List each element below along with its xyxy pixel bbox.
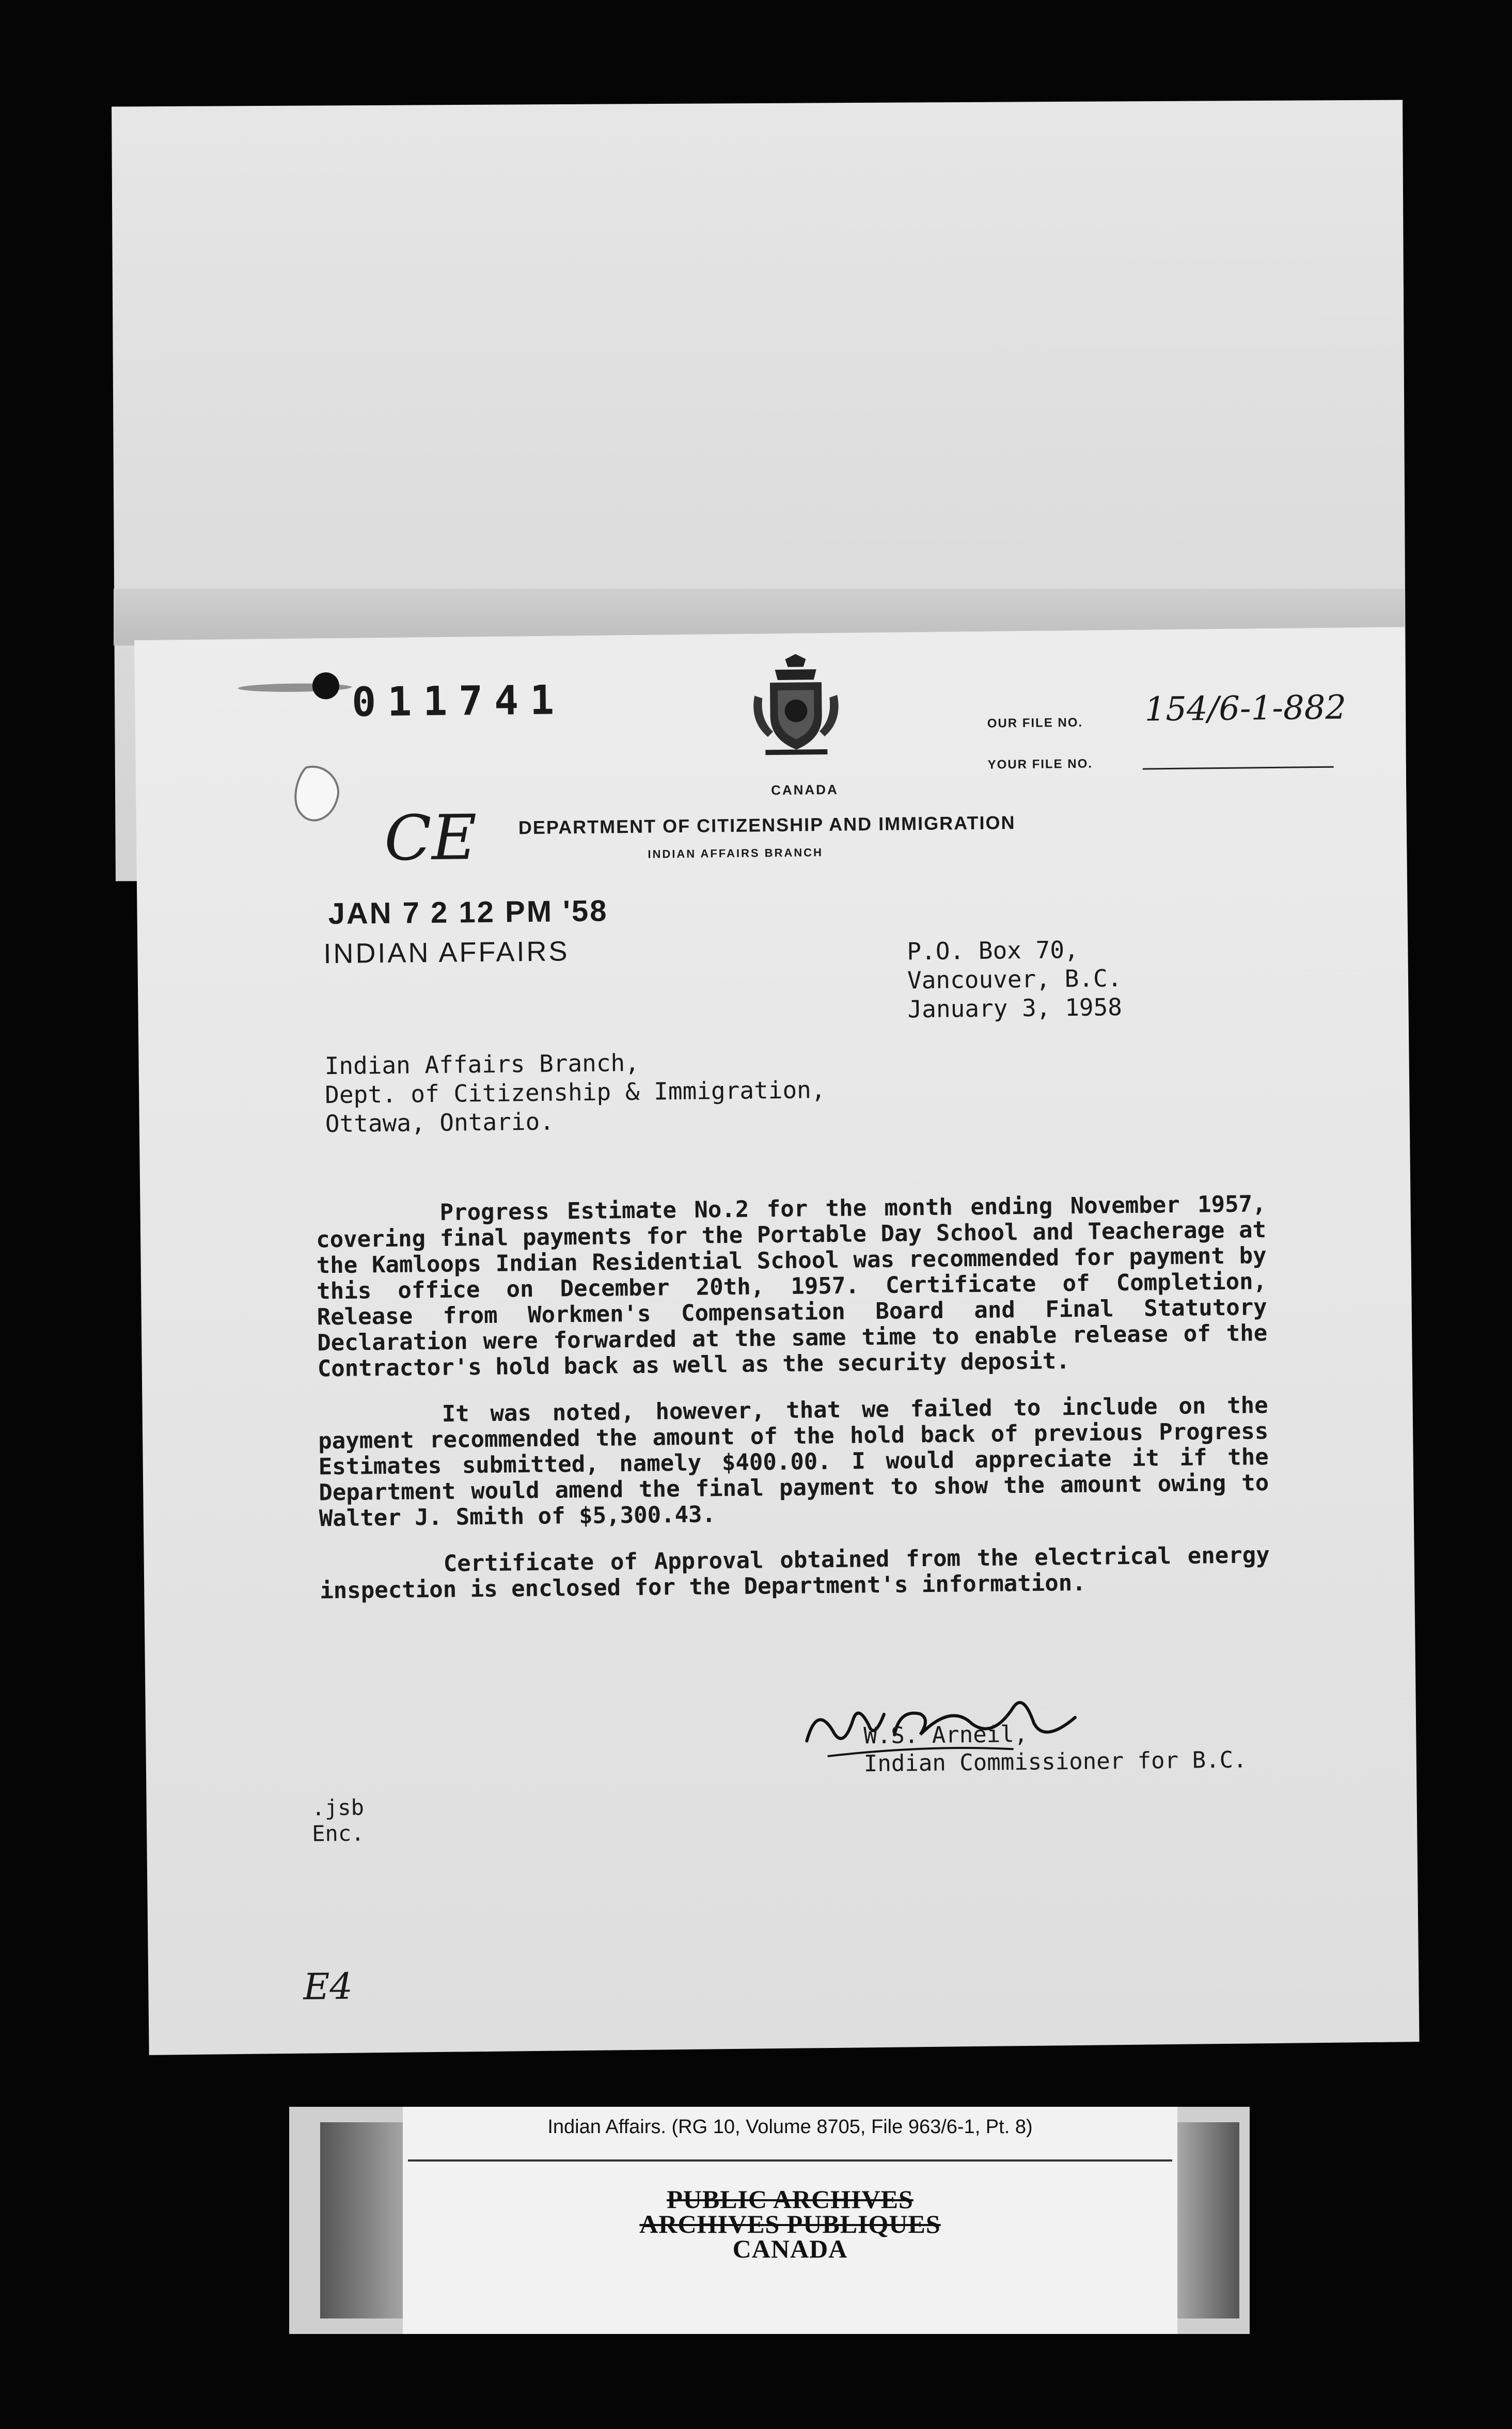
- label-divider: [408, 2159, 1172, 2162]
- branch-name: INDIAN AFFAIRS BRANCH: [648, 846, 824, 861]
- body-paragraph: Progress Estimate No.2 for the month ending November 1957, covering final payments for the Portable Day School and Teacherage at the Kamloops Indian Residential School was recommended for payment by this office on December 20th, 1957. Certificate of Completion, Release from Workmen's Compensation Board and Final Statutory Declaration were forwarded at the same time to enable release of the Contractor's hold back as well as the security deposit.: [316, 1191, 1268, 1382]
- received-stamp-date: JAN 7 2 12 PM '58: [328, 894, 608, 931]
- handwritten-initials: CE: [384, 802, 478, 875]
- accession-number: 011741: [351, 677, 566, 726]
- sender-address-line: Vancouver, B.C.: [907, 964, 1122, 995]
- body-paragraph: Certificate of Approval obtained from the electrical energy inspection is enclosed for the Department's information.: [320, 1542, 1270, 1604]
- recipient-line: Indian Affairs Branch,: [324, 1048, 640, 1080]
- paper-damage-mark: [290, 762, 348, 830]
- letter-date: January 3, 1958: [907, 993, 1123, 1023]
- letter-sheet: [134, 627, 1420, 2055]
- signer-title: Indian Commissioner for B.C.: [863, 1746, 1247, 1777]
- letter-body: [316, 1191, 1270, 1624]
- our-file-label: OUR FILE NO.: [987, 715, 1083, 731]
- archives-line-country: CANADA: [732, 2234, 848, 2263]
- typist-reference: .jsb: [311, 1794, 365, 1821]
- recipient-address: [324, 1046, 826, 1138]
- ink-blot: [217, 669, 352, 707]
- archives-line-fr: ARCHIVES PUBLIQUES: [639, 2210, 941, 2238]
- enclosure-note: Enc.: [311, 1820, 365, 1847]
- sender-address-line: P.O. Box 70,: [907, 935, 1079, 966]
- archives-line-en: PUBLIC ARCHIVES: [667, 2185, 914, 2214]
- your-file-label: YOUR FILE NO.: [987, 756, 1093, 772]
- country-label: CANADA: [770, 781, 839, 798]
- our-file-number: 154/6-1-882: [1144, 688, 1347, 729]
- label-edge-shadow: [1177, 2122, 1239, 2318]
- signer-name: W.S. Arneil,: [863, 1721, 1028, 1749]
- sender-address: [907, 935, 1122, 1023]
- department-name: DEPARTMENT OF CITIZENSHIP AND IMMIGRATION: [518, 812, 1016, 839]
- label-edge-shadow: [320, 2122, 408, 2318]
- archives-stamp: [408, 2187, 1172, 2261]
- recipient-line: Dept. of Citizenship & Immigration,: [324, 1076, 826, 1109]
- canada-coat-of-arms-icon: [744, 654, 848, 758]
- handwritten-page-mark: E4: [303, 1965, 353, 2008]
- recipient-line: Ottawa, Ontario.: [325, 1107, 555, 1138]
- archive-citation: Indian Affairs. (RG 10, Volume 8705, File 963/6-1, Pt. 8): [547, 2116, 1033, 2138]
- your-file-blank-line: [1143, 766, 1334, 770]
- body-paragraph: It was noted, however, that we failed to include on the payment recommended the amount of the hold back of previous Progress Estimates submitted, namely $400.00. I would appreciate it if the Department would amend the final payment to show the amount owing to Walter J. Smith of $5,300.43.: [318, 1392, 1269, 1532]
- received-stamp-office: INDIAN AFFAIRS: [323, 936, 570, 970]
